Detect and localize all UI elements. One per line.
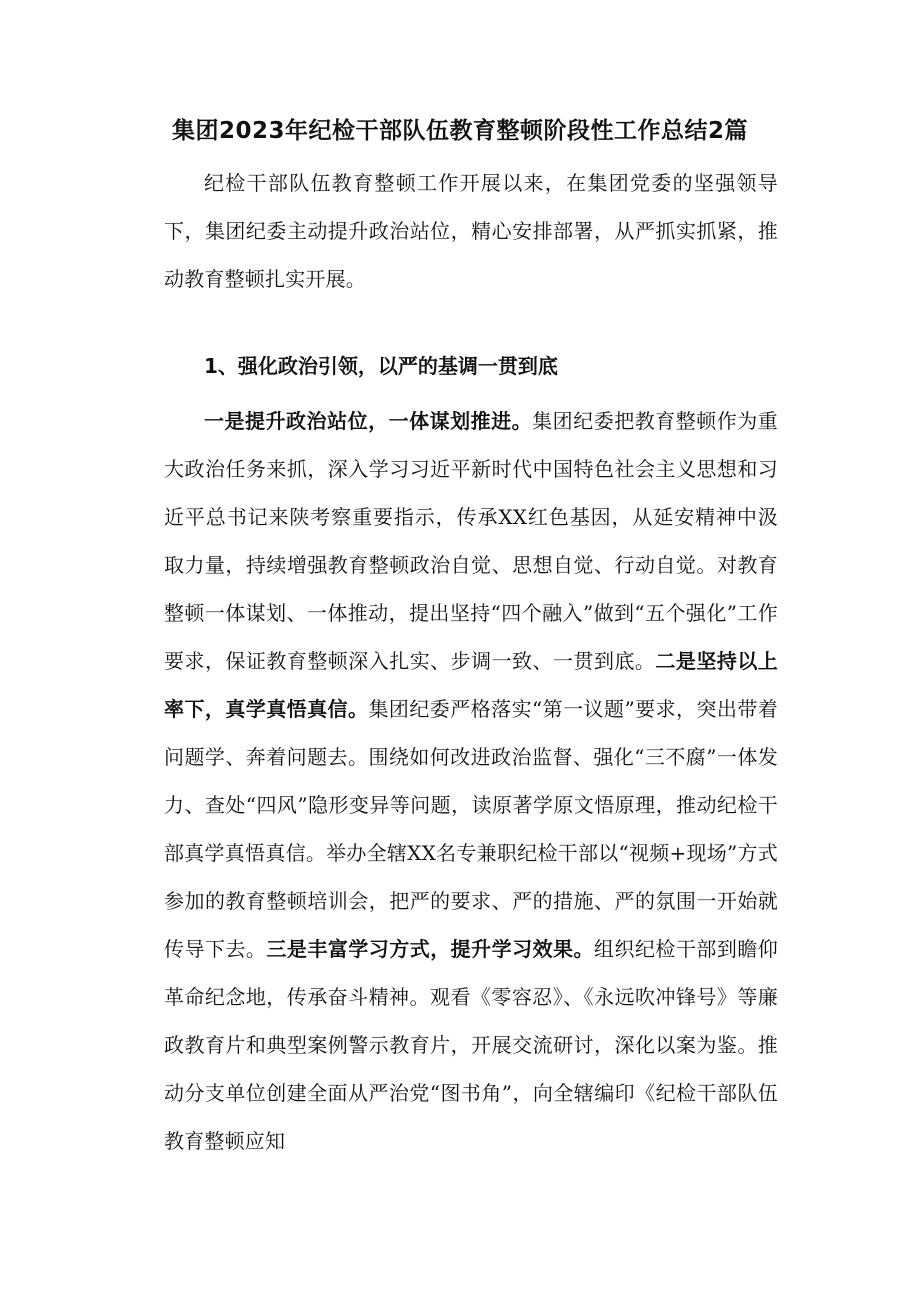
section-heading: 1、强化政治引领，以严的基调一贯到底 bbox=[204, 354, 558, 378]
body-paragraph bbox=[164, 397, 778, 1165]
lead-point-3: 三是丰富学习方式，提升学习效果。 bbox=[266, 937, 594, 961]
intro-paragraph: 纪检干部队伍教育整顿工作开展以来，在集团党委的坚强领导下，集团纪委主动提升政治站位，精心安排部署，从严抓实抓紧，推动教育整顿扎实开展。 bbox=[164, 171, 778, 291]
body-text-1: 集团纪委把教育整顿作为重大政治任务来抓，深入学习习近平新时代中国特色社会主义思想和习近平总书记来陕考察重要指示，传承XX红色基因，从延安精神中汲取力量，持续增强教育整顿政治自觉、思想自觉、行动自觉。对教育整顿一体谋划、一体推动，提出坚持“四个融入”做到“五个强化”工作要求，保证教育整顿深入扎实、步调一致、一贯到底。 bbox=[164, 409, 778, 673]
document-title: 集团2023年纪检干部队伍教育整顿阶段性工作总结2篇 bbox=[171, 118, 749, 144]
lead-point-2: 二是坚持以上率下，真学真悟真信。 bbox=[164, 649, 778, 721]
body-text-2: 集团纪委严格落实“第一议题”要求，突出带着问题学、奔着问题去。围绕如何改进政治监督、强化“三不腐”一体发力、查处“四风”隐形变异等问题，读原著学原文悟原理，推动纪检干部真学真悟真信。举办全辖XX名专兼职纪检干部以“视频+现场”方式参加的教育整顿培训会，把严的要求、严的措施、严的氛围一开始就传导下去。 bbox=[164, 697, 778, 961]
lead-point-1: 一是提升政治站位，一体谋划推进。 bbox=[204, 409, 533, 433]
body-text-3: 组织纪检干部到瞻仰革命纪念地，传承奋斗精神。观看《零容忍》、《永远吹冲锋号》等廉政教育片和典型案例警示教育片，开展交流研讨，深化以案为鉴。推动分支单位创建全面从严治党“图书角”，向全辖编印《纪检干部队伍教育整顿应知 bbox=[164, 937, 779, 1153]
